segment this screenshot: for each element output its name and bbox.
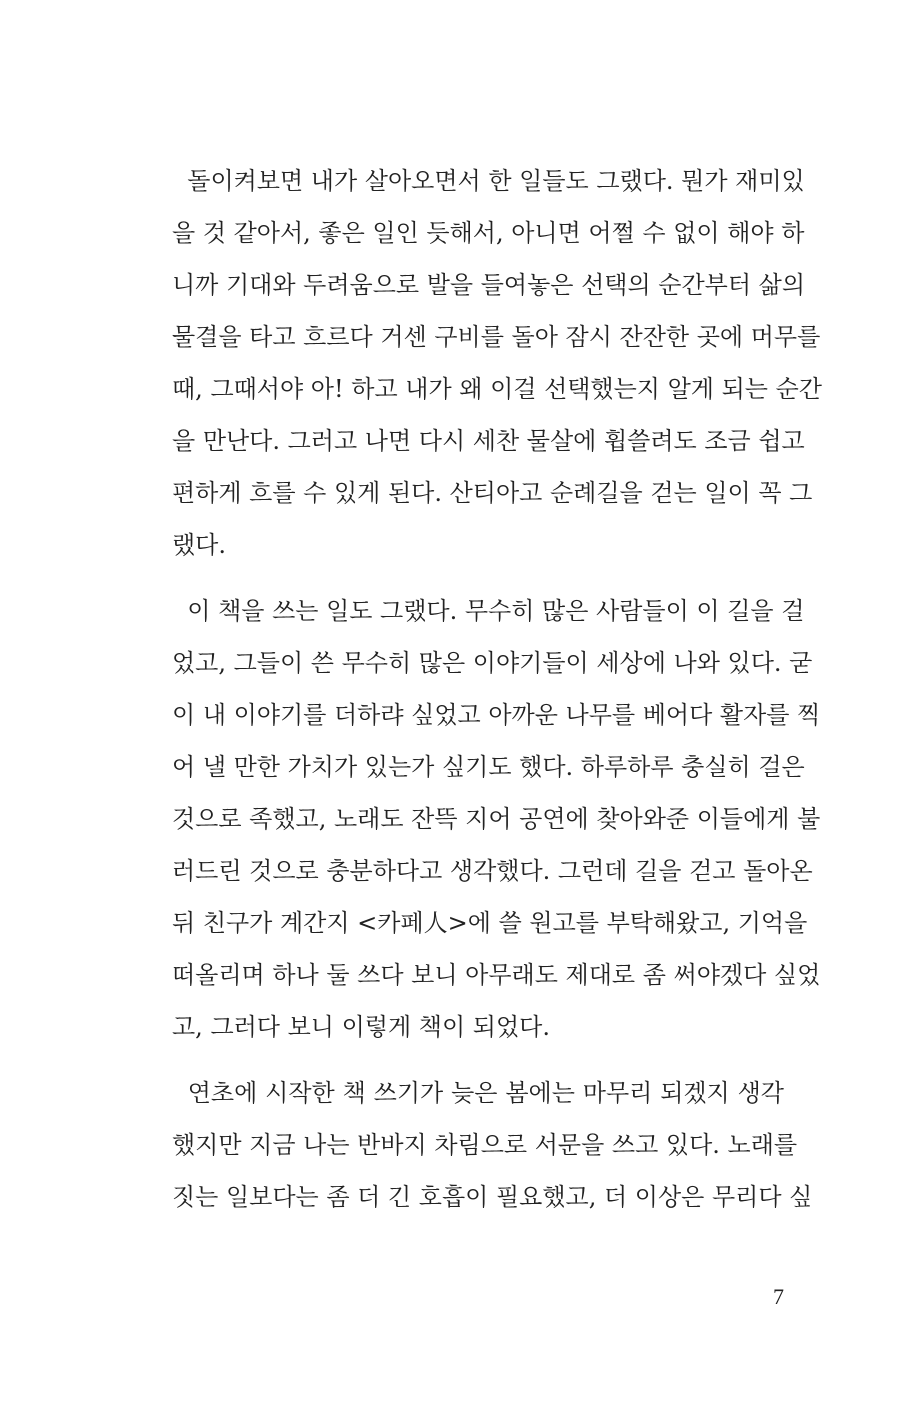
text-line: 고, 그러다 보니 이렇게 책이 되었다. [172, 1013, 550, 1041]
page-number: 7 [773, 1284, 784, 1309]
text-line: 했지만 지금 나는 반바지 차림으로 서문을 쓰고 있다. 노래를 [172, 1131, 798, 1159]
text-line: 편하게 흐를 수 있게 된다. 산티아고 순례길을 걷는 일이 꼭 그 [172, 479, 813, 507]
paragraph-2 [172, 585, 821, 1053]
text-line: 연초에 시작한 책 쓰기가 늦은 봄에는 마무리 되겠지 생각 [172, 1079, 784, 1107]
text-line: 물결을 타고 흐르다 거센 구비를 돌아 잠시 잔잔한 곳에 머무를 [172, 323, 821, 351]
text-line: 이 책을 쓰는 일도 그랬다. 무수히 많은 사람들이 이 길을 걸 [172, 597, 805, 625]
text-line: 랬다. [172, 531, 226, 559]
text-line: 돌이켜보면 내가 살아오면서 한 일들도 그랬다. 뭔가 재미있 [172, 167, 805, 195]
text-line: 을 만난다. 그러고 나면 다시 세찬 물살에 휩쓸려도 조금 쉽고 [172, 427, 805, 455]
text-line: 었고, 그들이 쓴 무수히 많은 이야기들이 세상에 나와 있다. 굳 [172, 649, 813, 677]
text-line: 어 낼 만한 가치가 있는가 싶기도 했다. 하루하루 충실히 걸은 [172, 753, 805, 781]
paragraph-1 [172, 155, 822, 571]
text-line: 을 것 같아서, 좋은 일인 듯해서, 아니면 어쩔 수 없이 해야 하 [172, 219, 805, 247]
text-line: 니까 기대와 두려움으로 발을 들여놓은 선택의 순간부터 삶의 [172, 271, 806, 299]
text-line: 떠올리며 하나 둘 쓰다 보니 아무래도 제대로 좀 써야겠다 싶었 [172, 961, 821, 989]
text-line: 이 내 이야기를 더하랴 싶었고 아까운 나무를 베어다 활자를 찍 [172, 701, 821, 729]
text-line: 때, 그때서야 아! 하고 내가 왜 이걸 선택했는지 알게 되는 순간 [172, 375, 822, 403]
text-line: 것으로 족했고, 노래도 잔뜩 지어 공연에 찾아와준 이들에게 불 [172, 805, 821, 833]
text-line: 뒤 친구가 계간지 <카페人>에 쓸 원고를 부탁해왔고, 기억을 [172, 909, 808, 937]
paragraph-3 [172, 1067, 813, 1223]
text-line: 짓는 일보다는 좀 더 긴 호흡이 필요했고, 더 이상은 무리다 싶 [172, 1183, 813, 1211]
text-line: 러드린 것으로 충분하다고 생각했다. 그런데 길을 걷고 돌아온 [172, 857, 813, 885]
